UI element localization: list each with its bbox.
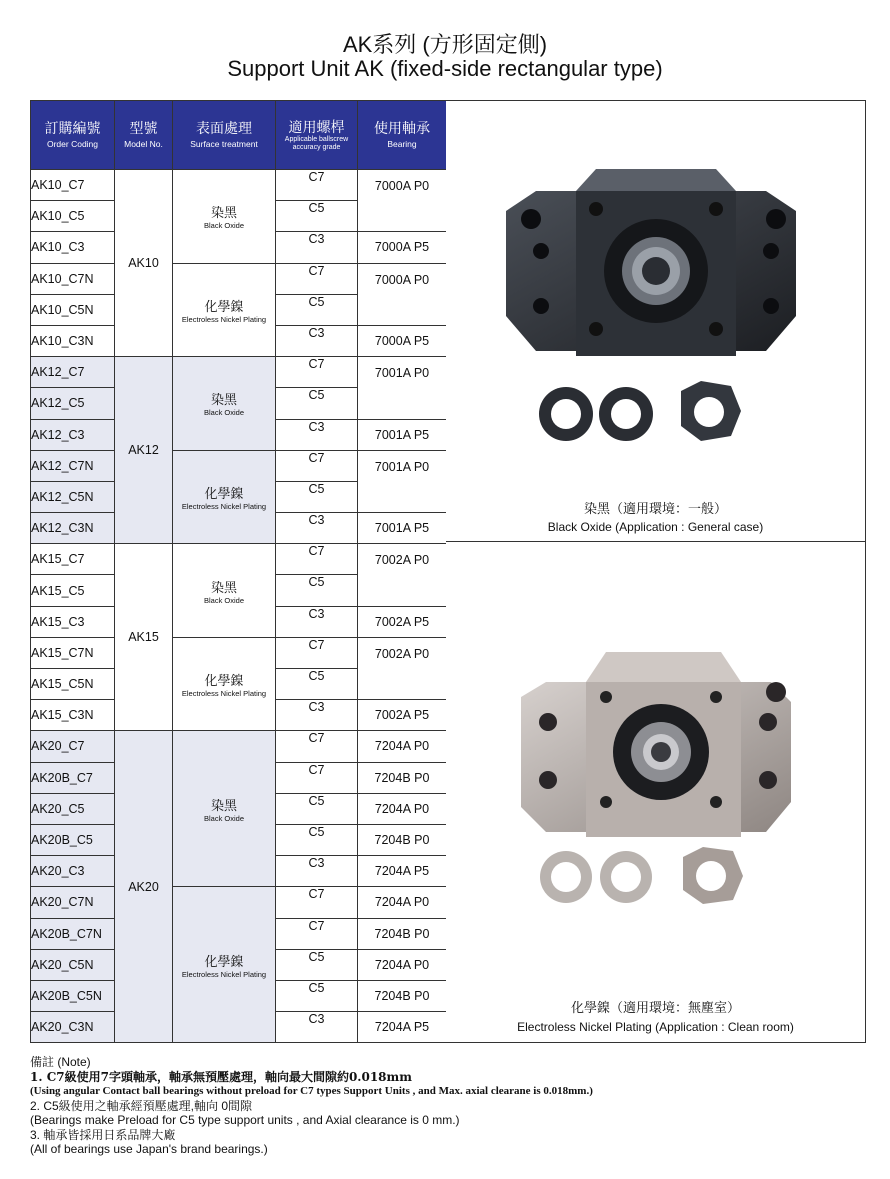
surface-treatment-nickel: 化學鎳 Electroless Nickel Plating: [173, 637, 276, 731]
table-row: [31, 637, 447, 668]
bearing: 7204A P5: [358, 1012, 447, 1043]
page-title-en: Support Unit AK (fixed-side rectangular type): [227, 56, 663, 81]
order-code: AK20_C3: [31, 856, 115, 887]
bearing: 7204B P0: [358, 980, 447, 1011]
table-row: [31, 450, 447, 481]
order-code: AK15_C3N: [31, 700, 115, 731]
order-code: AK20_C7: [31, 731, 115, 762]
bearing: 7204A P0: [358, 731, 447, 762]
grade: C5: [276, 388, 358, 419]
order-code: AK15_C5: [31, 575, 115, 606]
order-code: AK15_C3: [31, 606, 115, 637]
grade: C3: [276, 606, 358, 637]
bearing: 7002A P0: [358, 544, 447, 606]
bearing: 7204B P0: [358, 824, 447, 855]
surface-treatment-black: 染黑 Black Oxide: [173, 357, 276, 451]
black-oxide-photo-panel: [446, 100, 866, 542]
order-code: AK20B_C5: [31, 824, 115, 855]
bearing: 7204A P0: [358, 793, 447, 824]
bearing: 7204A P0: [358, 949, 447, 980]
order-code: AK10_C3N: [31, 325, 115, 356]
bearing: 7204A P5: [358, 856, 447, 887]
bearing: 7000A P5: [358, 325, 447, 356]
grade: C5: [276, 949, 358, 980]
table-row: [31, 544, 447, 575]
order-code: AK15_C5N: [31, 669, 115, 700]
nickel-caption-zh: 化學鎳（適用環境：無塵室）: [570, 1000, 740, 1015]
notes-heading: 備註 (Note): [30, 1055, 91, 1069]
surface-treatment-nickel: 化學鎳 Electroless Nickel Plating: [173, 450, 276, 544]
order-code: AK12_C5N: [31, 481, 115, 512]
order-code: AK20_C3N: [31, 1012, 115, 1043]
note-2-en: (Bearings make Preload for C5 type support units , and Axial clearance is 0 mm.): [30, 1113, 460, 1127]
grade: C7: [276, 357, 358, 388]
order-code: AK20B_C5N: [31, 980, 115, 1011]
grade: C5: [276, 294, 358, 325]
header-surface: 表面處理 Surface treatment: [173, 101, 276, 170]
table-row: [31, 263, 447, 294]
grade: C7: [276, 170, 358, 201]
order-code: AK10_C7: [31, 170, 115, 201]
order-code: AK10_C7N: [31, 263, 115, 294]
table-row: [31, 357, 447, 388]
grade: C5: [276, 481, 358, 512]
grade: C7: [276, 544, 358, 575]
surface-treatment-black: 染黑 Black Oxide: [173, 544, 276, 638]
grade: C3: [276, 1012, 358, 1043]
bearing: 7000A P0: [358, 263, 447, 325]
grade: C5: [276, 201, 358, 232]
grade: C3: [276, 325, 358, 356]
surface-treatment-nickel: 化學鎳 Electroless Nickel Plating: [173, 263, 276, 357]
grade: C3: [276, 856, 358, 887]
nickel-photo-panel: [446, 541, 866, 1043]
order-code: AK12_C5: [31, 388, 115, 419]
order-code: AK12_C7N: [31, 450, 115, 481]
surface-treatment-nickel: 化學鎳 Electroless Nickel Plating: [173, 887, 276, 1043]
black-oxide-caption-zh: 染黑（適用環境：一般）: [583, 501, 727, 516]
order-code: AK20B_C7N: [31, 918, 115, 949]
grade: C7: [276, 637, 358, 668]
grade: C5: [276, 793, 358, 824]
grade: C5: [276, 980, 358, 1011]
grade: C7: [276, 918, 358, 949]
note-3-en: (All of bearings use Japan's brand bearings.): [30, 1142, 268, 1156]
header-row: [31, 101, 447, 170]
black-oxide-product-image: [446, 101, 865, 541]
bearing: 7204A P0: [358, 887, 447, 918]
order-code: AK12_C3N: [31, 513, 115, 544]
note-1-en: (Using angular Contact ball bearings without preload for C7 types Support Units , and Max. axial clearane is 0.018mm.): [30, 1085, 593, 1097]
order-code: AK12_C7: [31, 357, 115, 388]
header-bearing: 使用軸承 Bearing: [358, 101, 447, 170]
bearing: 7001A P0: [358, 357, 447, 419]
bearing: 7001A P5: [358, 419, 447, 450]
notes: [30, 1055, 593, 1157]
model-no: AK12: [115, 357, 173, 544]
note-3-zh: 3. 軸承皆採用日系品牌大廠: [30, 1127, 176, 1142]
grade: C3: [276, 513, 358, 544]
grade: C7: [276, 450, 358, 481]
grade: C5: [276, 575, 358, 606]
page-title-zh: AK系列 (方形固定側): [342, 32, 548, 57]
order-code: AK20B_C7: [31, 762, 115, 793]
header-order-coding: 訂購編號 Order Coding: [31, 101, 115, 170]
grade: C7: [276, 731, 358, 762]
model-no: AK15: [115, 544, 173, 731]
order-code: AK15_C7: [31, 544, 115, 575]
order-code: AK10_C5N: [31, 294, 115, 325]
bearing: 7000A P5: [358, 232, 447, 263]
bearing: 7001A P5: [358, 513, 447, 544]
bearing: 7204B P0: [358, 918, 447, 949]
bearing: 7000A P0: [358, 170, 447, 232]
surface-treatment-black: 染黑 Black Oxide: [173, 731, 276, 887]
bearing: 7001A P0: [358, 450, 447, 512]
grade: C3: [276, 232, 358, 263]
order-code: AK20_C7N: [31, 887, 115, 918]
grade: C7: [276, 263, 358, 294]
header-model-no: 型號 Model No.: [115, 101, 173, 170]
order-code: AK15_C7N: [31, 637, 115, 668]
note-2-zh: 2. C5級使用之軸承經預壓處理,軸向 0間隙: [30, 1098, 253, 1113]
order-code: AK10_C5: [31, 201, 115, 232]
grade: C3: [276, 700, 358, 731]
model-no: AK10: [115, 170, 173, 357]
order-code: AK12_C3: [31, 419, 115, 450]
header-grade: 適用螺桿 Applicable ballscrew accuracy grade: [276, 101, 358, 170]
table-row: [31, 731, 447, 762]
bearing: 7002A P5: [358, 700, 447, 731]
bearing: 7002A P0: [358, 637, 447, 699]
order-code: AK10_C3: [31, 232, 115, 263]
table-row: [31, 170, 447, 201]
table-row: [31, 887, 447, 918]
black-oxide-caption-en: Black Oxide (Application : General case): [547, 520, 764, 534]
spec-table: [30, 100, 447, 1043]
grade: C3: [276, 419, 358, 450]
bearing: 7002A P5: [358, 606, 447, 637]
grade: C5: [276, 669, 358, 700]
grade: C7: [276, 887, 358, 918]
bearing: 7204B P0: [358, 762, 447, 793]
surface-treatment-black: 染黑 Black Oxide: [173, 170, 276, 264]
nickel-caption-en: Electroless Nickel Plating (Application : Clean room): [517, 1020, 794, 1034]
nickel-product-image: [446, 542, 865, 1042]
grade: C5: [276, 824, 358, 855]
order-code: AK20_C5: [31, 793, 115, 824]
model-no: AK20: [115, 731, 173, 1043]
order-code: AK20_C5N: [31, 949, 115, 980]
grade: C7: [276, 762, 358, 793]
note-1-zh: 1. C7級使用7字頭軸承，軸承無預壓處理，軸向最大間隙約0.018mm: [30, 1069, 412, 1084]
